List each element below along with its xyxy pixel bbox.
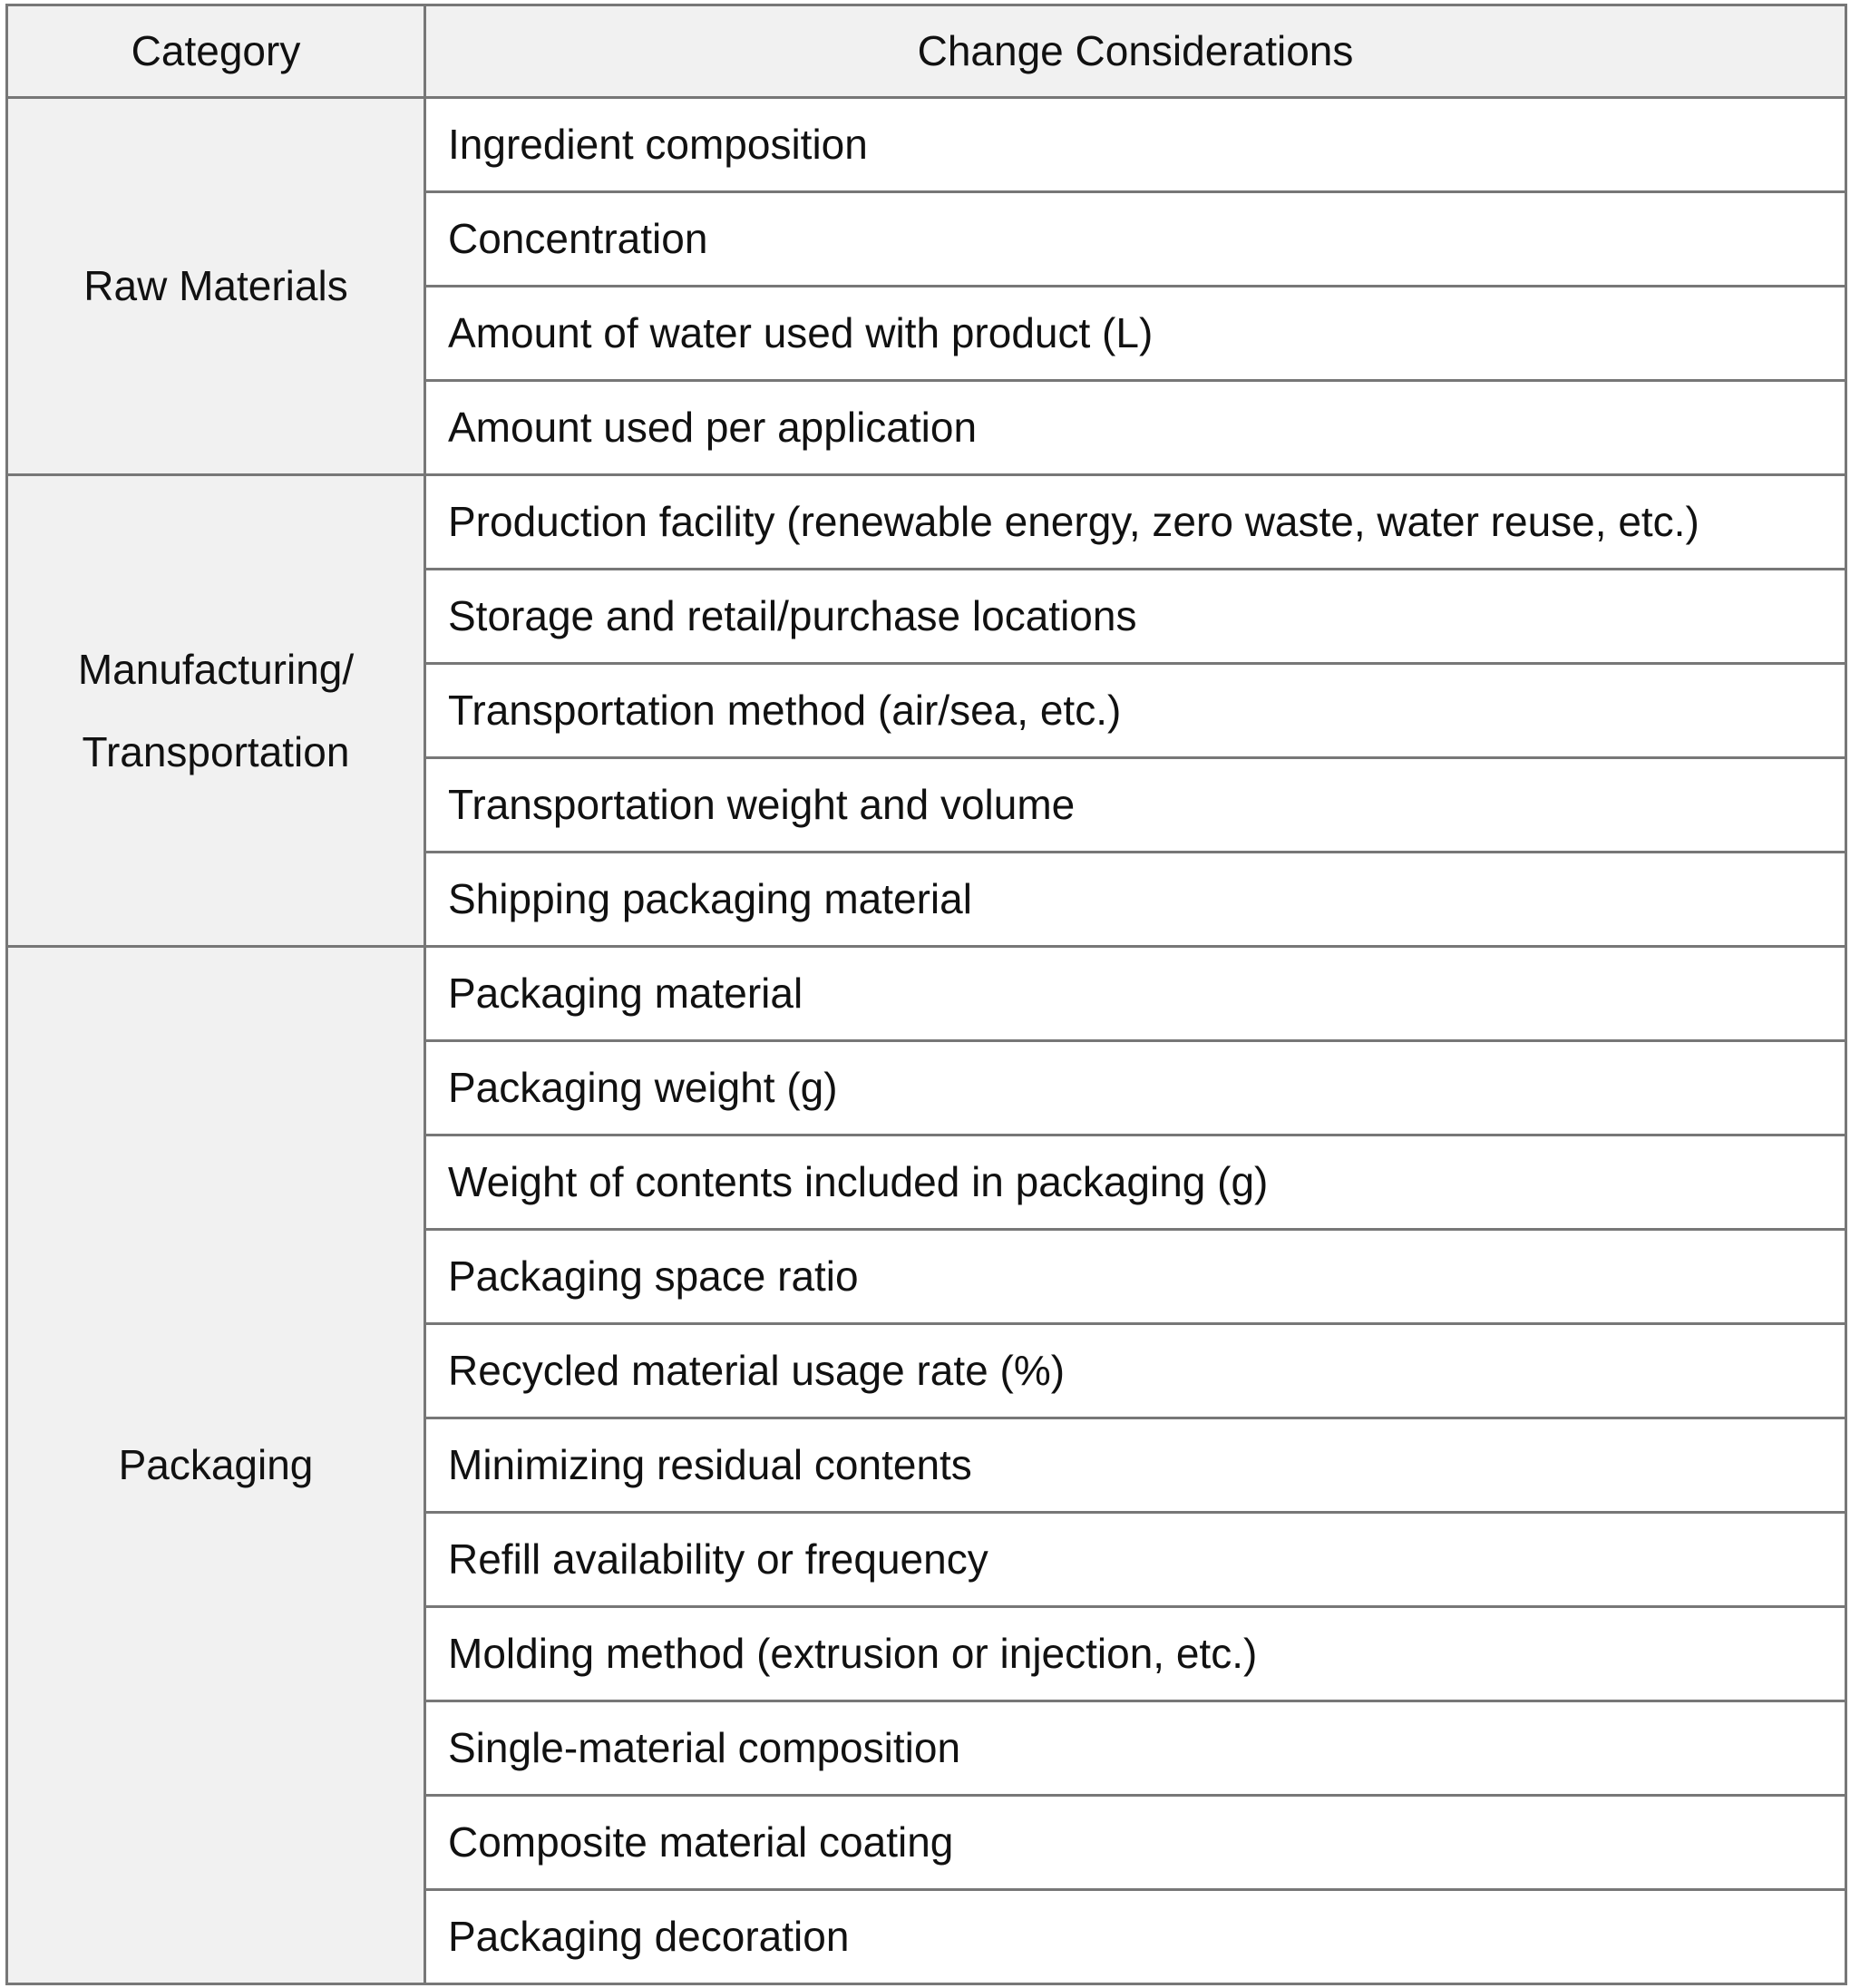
consideration-cell: Minimizing residual contents — [425, 1418, 1846, 1513]
consideration-cell: Production facility (renewable energy, zero waste, water reuse, etc.) — [425, 475, 1846, 570]
consideration-cell: Recycled material usage rate (%) — [425, 1324, 1846, 1418]
consideration-cell: Refill availability or frequency — [425, 1513, 1846, 1607]
header-category: Category — [7, 5, 425, 98]
category-cell-raw-materials — [7, 98, 425, 475]
consideration-cell: Packaging space ratio — [425, 1230, 1846, 1324]
category-cell-packaging — [7, 947, 425, 1984]
consideration-cell: Weight of contents included in packaging (g) — [425, 1135, 1846, 1230]
consideration-cell: Shipping packaging material — [425, 853, 1846, 947]
table-row — [7, 947, 1846, 1041]
category-cell-manufacturing-transportation — [7, 475, 425, 947]
header-change-considerations: Change Considerations — [425, 5, 1846, 98]
consideration-cell: Transportation weight and volume — [425, 758, 1846, 853]
consideration-cell: Amount used per application — [425, 381, 1846, 475]
consideration-cell: Composite material coating — [425, 1796, 1846, 1890]
table-row — [7, 98, 1846, 192]
consideration-cell: Amount of water used with product (L) — [425, 287, 1846, 381]
category-label: Packaging — [118, 1441, 314, 1488]
table-header — [7, 5, 1846, 98]
consideration-cell: Single-material composition — [425, 1701, 1846, 1796]
header-row — [7, 5, 1846, 98]
consideration-cell: Ingredient composition — [425, 98, 1846, 192]
consideration-cell: Concentration — [425, 192, 1846, 287]
consideration-cell: Packaging decoration — [425, 1890, 1846, 1984]
consideration-cell: Packaging weight (g) — [425, 1041, 1846, 1135]
consideration-cell: Molding method (extrusion or injection, etc.) — [425, 1607, 1846, 1701]
category-label: Transportation — [82, 727, 350, 775]
category-label: Manufacturing/ — [77, 645, 355, 693]
change-considerations-table — [5, 4, 1847, 1985]
table-row — [7, 475, 1846, 570]
consideration-cell: Transportation method (air/sea, etc.) — [425, 664, 1846, 758]
consideration-cell: Storage and retail/purchase locations — [425, 570, 1846, 664]
consideration-cell: Packaging material — [425, 947, 1846, 1041]
table-body — [7, 98, 1846, 1984]
category-label: Raw Materials — [83, 262, 348, 309]
